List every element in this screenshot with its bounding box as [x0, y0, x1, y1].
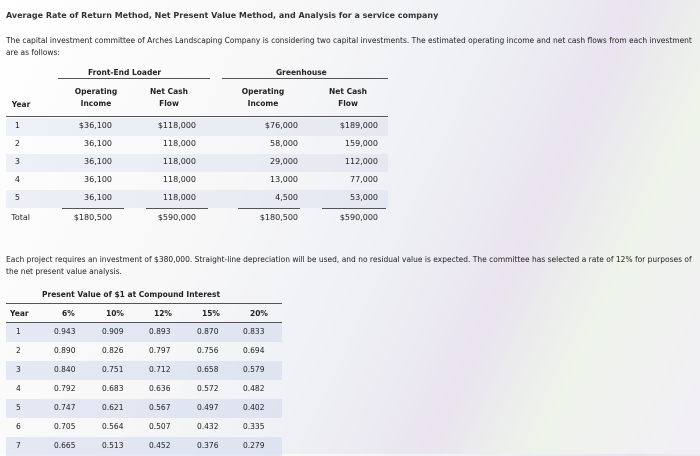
pv-cell: 0.756: [197, 346, 219, 355]
pv-header-6: 6%: [62, 309, 75, 318]
pv-cell-year: 2: [16, 346, 21, 355]
cell-fel-income: 36,100: [84, 139, 112, 148]
header-gh-cash: Net Cash Flow: [329, 87, 367, 108]
pv-cell: 0.658: [197, 365, 219, 374]
pv-cell: 0.497: [197, 403, 219, 412]
pv-cell: 0.452: [149, 441, 171, 450]
header-gh-income: Operating Income: [241, 87, 285, 108]
cell-fel-cash: 118,000: [162, 175, 196, 184]
cell-fel-income: 36,100: [84, 193, 112, 202]
pv-header-15: 15%: [202, 309, 220, 318]
pv-cell: 0.579: [243, 365, 265, 374]
table-row: [6, 136, 388, 154]
cell-gh-cash: 77,000: [350, 175, 378, 184]
group-underline: [222, 78, 388, 79]
pv-row: [6, 361, 282, 380]
cell-gh-income: 29,000: [270, 157, 298, 166]
cell-gh-income: 4,500: [275, 193, 298, 202]
pv-cell: 0.751: [102, 365, 124, 374]
cell-gh-cash: $590,000: [339, 213, 378, 222]
pv-cell: 0.712: [149, 365, 171, 374]
pv-cell: 0.636: [149, 384, 171, 393]
pv-cell: 0.840: [54, 365, 76, 374]
pv-cell: 0.279: [243, 441, 265, 450]
pv-row: [6, 437, 282, 456]
pv-header-20: 20%: [250, 309, 268, 318]
pv-cell: 0.826: [102, 346, 124, 355]
pv-cell: 0.572: [197, 384, 219, 393]
pv-header-10: 10%: [106, 309, 124, 318]
cell-gh-cash: 112,000: [344, 157, 378, 166]
header-rule: [6, 116, 388, 117]
cell-fel-income: $180,500: [73, 213, 112, 222]
cell-fel-income: 36,100: [84, 175, 112, 184]
pv-row: [6, 323, 282, 342]
pv-cell: 0.376: [197, 441, 219, 450]
cell-fel-cash: $590,000: [157, 213, 196, 222]
pv-cell: 0.432: [197, 422, 219, 431]
pv-header-12: 12%: [154, 309, 172, 318]
intro-paragraph: The capital investment committee of Arches Landscaping Company is considering two capital investments. The estimated operating income and net cash flows from each investment are as follows:: [6, 36, 692, 57]
table-row: [6, 190, 388, 208]
pv-cell: 0.890: [54, 346, 76, 355]
pv-cell-year: 6: [16, 422, 21, 431]
cell-fel-cash: 118,000: [162, 139, 196, 148]
cell-gh-cash: $189,000: [339, 121, 378, 130]
pv-cell: 0.747: [54, 403, 76, 412]
cell-fel-cash: 118,000: [162, 193, 196, 202]
total-rule: [62, 208, 124, 209]
pv-cell: 0.564: [102, 422, 124, 431]
cell-gh-income: 13,000: [270, 175, 298, 184]
pv-cell: 0.482: [243, 384, 265, 393]
pv-cell-year: 4: [16, 384, 21, 393]
table-row: [6, 118, 388, 136]
table-row: [6, 154, 388, 172]
pv-cell: 0.943: [54, 327, 76, 336]
cell-gh-income: 58,000: [270, 139, 298, 148]
pv-cell: 0.567: [149, 403, 171, 412]
pv-header-year: Year: [10, 309, 29, 318]
header-fel-cash: Net Cash Flow: [150, 87, 188, 108]
table-row-total: [6, 210, 388, 228]
pv-row: [6, 399, 282, 418]
group-underline: [58, 78, 210, 79]
pv-row: [6, 418, 282, 437]
pv-cell: 0.665: [54, 441, 76, 450]
pv-cell: 0.792: [54, 384, 76, 393]
table-row: [6, 172, 388, 190]
pv-cell: 0.833: [243, 327, 265, 336]
pv-cell: 0.621: [102, 403, 124, 412]
pv-cell-year: 7: [16, 441, 21, 450]
total-rule: [238, 208, 300, 209]
pv-row: [6, 380, 282, 399]
pv-cell: 0.513: [102, 441, 124, 450]
cell-year: 1: [14, 121, 20, 130]
pv-cell: 0.705: [54, 422, 76, 431]
cell-year: 3: [14, 157, 20, 166]
cell-fel-cash: 118,000: [162, 157, 196, 166]
pv-cell: 0.893: [149, 327, 171, 336]
investment-paragraph: Each project requires an investment of $380,000. Straight-line depreciation will be used, and no residual value is expected. The committee has selected a rate of 12% for purposes of the net present value analysis.: [6, 255, 692, 276]
pv-row: [6, 342, 282, 361]
pv-cell: 0.797: [149, 346, 171, 355]
pv-cell-year: 3: [16, 365, 21, 374]
cell-gh-income: $76,000: [264, 121, 298, 130]
cell-fel-cash: $118,000: [157, 121, 196, 130]
pv-cell: 0.335: [243, 422, 265, 431]
pv-table-title: Present Value of $1 at Compound Interest: [42, 290, 221, 299]
pv-cell: 0.507: [149, 422, 171, 431]
header-year: Year: [11, 100, 31, 109]
cell-gh-cash: 159,000: [344, 139, 378, 148]
cell-year: 4: [14, 175, 20, 184]
pv-cell: 0.683: [102, 384, 124, 393]
pv-cell-year: 1: [16, 327, 21, 336]
cell-gh-cash: 53,000: [350, 193, 378, 202]
pv-top-rule: [6, 303, 282, 304]
header-fel-income: Operating Income: [74, 87, 118, 108]
total-rule: [322, 208, 386, 209]
cell-gh-income: $180,500: [259, 213, 298, 222]
cell-year: 2: [14, 139, 20, 148]
pv-cell: 0.909: [102, 327, 124, 336]
pv-cell-year: 5: [16, 403, 21, 412]
pv-cell: 0.402: [243, 403, 265, 412]
pv-cell: 0.694: [243, 346, 265, 355]
cell-fel-income: 36,100: [84, 157, 112, 166]
group-front-end-loader: Front-End Loader: [88, 68, 162, 77]
group-greenhouse: Greenhouse: [276, 68, 327, 77]
cell-fel-income: $36,100: [78, 121, 112, 130]
cell-year: Total: [11, 213, 30, 222]
pv-cell: 0.870: [197, 327, 219, 336]
document-title: Average Rate of Return Method, Net Present Value Method, and Analysis for a service company: [6, 11, 439, 20]
cell-year: 5: [14, 193, 20, 202]
total-rule: [146, 208, 208, 209]
